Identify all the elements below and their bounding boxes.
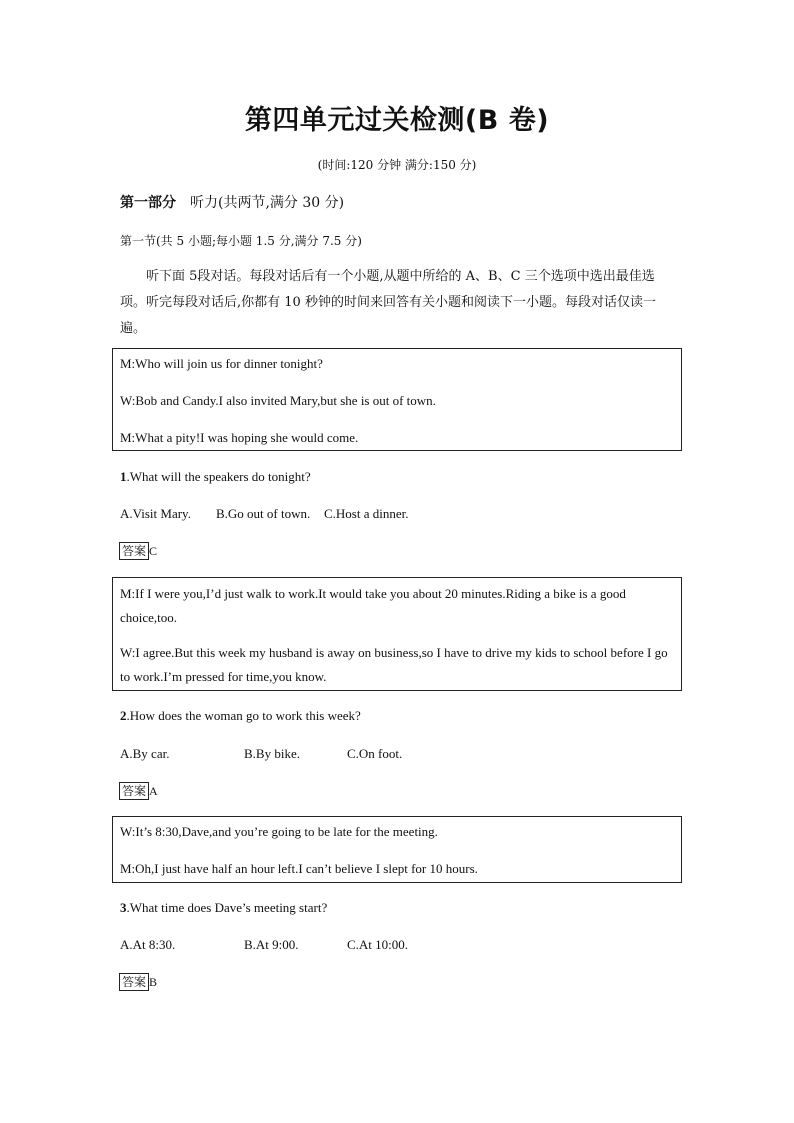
part-title: 听力(共两节,满分 30 分) [190, 195, 345, 211]
dialogue-box-2 [112, 577, 682, 691]
dialogue-line: W:It’s 8:30,Dave,and you’re going to be late for the meeting. [120, 824, 438, 839]
question-number: 1 [120, 469, 127, 484]
dialogue-box-1 [112, 348, 682, 451]
option-b: B.At 9:00. [244, 937, 299, 952]
question-1 [120, 469, 311, 485]
option-b: B.Go out of town. [216, 506, 311, 521]
part-name: 第一部分 [120, 195, 176, 211]
dialogue-line: M:Oh,I just have half an hour left.I can’t believe I slept for 10 hours. [120, 861, 478, 876]
options-3 [120, 937, 408, 953]
answer-value: C [149, 544, 158, 558]
dialogue-line: W:I agree.But this week my husband is away on business,so I have to drive my kids to school before I go to work.I’m pressed for time,you know. [120, 645, 668, 684]
option-a: A.By car. [120, 746, 170, 761]
question-3 [120, 900, 327, 916]
answer-2 [119, 782, 158, 800]
question-number: 2 [120, 708, 127, 723]
question-number: 3 [120, 900, 127, 915]
option-b: B.By bike. [244, 746, 300, 761]
answer-tag: 答案 [119, 542, 149, 560]
answer-3 [119, 973, 157, 991]
question-text: .How does the woman go to work this week? [126, 708, 361, 723]
section-heading: 第一节(共 5 小题;每小题 1.5 分,满分 7.5 分) [120, 234, 362, 248]
option-c: C.Host a dinner. [324, 506, 409, 521]
listening-instructions: 听下面 5段对话。每段对话后有一个小题,从题中所给的 A、B、C 三个选项中选出最佳选项。听完每段对话后,你都有 10 秒钟的时间来回答有关小题和阅读下一小题。每段对话仅读一遍。 [120, 269, 656, 336]
dialogue-line: W:Bob and Candy.I also invited Mary,but she is out of town. [120, 393, 436, 408]
part-heading [120, 192, 344, 212]
answer-tag: 答案 [119, 782, 149, 800]
option-a: A.Visit Mary. [120, 506, 191, 521]
dialogue-line: M:What a pity!I was hoping she would come. [120, 430, 359, 445]
page-title: 第四单元过关检测(B 卷) [244, 105, 550, 136]
dialogue-line: M:If I were you,I’d just walk to work.It would take you about 20 minutes.Riding a bike is a good choice,too. [120, 586, 626, 625]
answer-1 [119, 542, 157, 560]
question-text: .What time does Dave’s meeting start? [126, 900, 328, 915]
exam-time-info: (时间:120 分钟 满分:150 分) [317, 158, 477, 172]
dialogue-box-3 [112, 816, 682, 883]
answer-value: A [149, 784, 158, 798]
option-c: C.At 10:00. [347, 937, 409, 952]
option-c: C.On foot. [347, 746, 403, 761]
answer-tag: 答案 [119, 973, 149, 991]
options-2 [120, 746, 402, 762]
question-text: .What will the speakers do tonight? [126, 469, 311, 484]
option-a: A.At 8:30. [120, 937, 176, 952]
options-1 [120, 506, 409, 522]
answer-value: B [149, 975, 158, 989]
question-2 [120, 708, 361, 724]
dialogue-line: M:Who will join us for dinner tonight? [120, 356, 323, 371]
